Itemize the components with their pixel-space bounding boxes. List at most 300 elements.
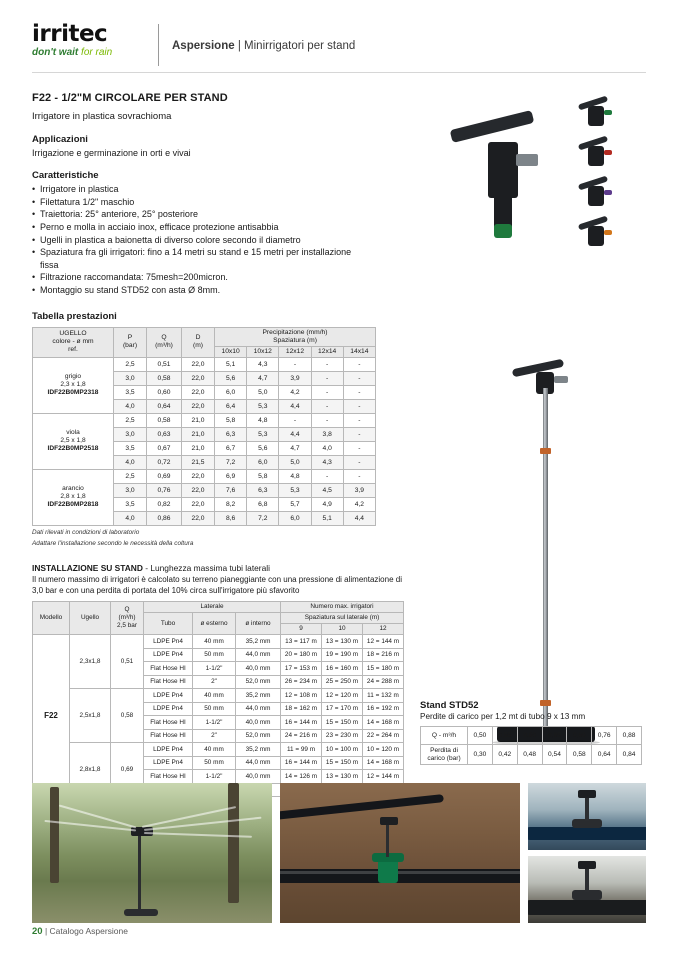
cell-q: 0,64 bbox=[147, 399, 182, 413]
cell-precip: 5,6 bbox=[215, 371, 247, 385]
cell-esterno: 2" bbox=[193, 675, 236, 689]
cell-tubo: Flat Hose HI bbox=[144, 729, 193, 743]
cell-precip: - bbox=[311, 399, 343, 413]
col-header-spacing: 10x10 bbox=[215, 346, 247, 357]
cell-precip: - bbox=[311, 469, 343, 483]
cell-precip: 5,0 bbox=[247, 385, 279, 399]
logo-wordmark: irritec bbox=[32, 21, 108, 47]
logo-tagline-light: for rain bbox=[81, 47, 113, 58]
cell-ugello-size: 2,3 x 1,8 bbox=[60, 381, 86, 389]
sprinkler-thumb-2 bbox=[574, 136, 618, 170]
col-header-p-main: P bbox=[127, 334, 133, 342]
cell-precip: - bbox=[343, 413, 375, 427]
cell-precip: 3,9 bbox=[279, 371, 311, 385]
applications-text: Irrigazione e germinazione in orti e vivai bbox=[32, 148, 191, 158]
cell-precip: 5,3 bbox=[247, 427, 279, 441]
brand-logo bbox=[32, 22, 140, 58]
cell-max: 24 = 288 m bbox=[363, 675, 404, 689]
cell-interno: 40,0 mm bbox=[236, 770, 281, 784]
cell-p: 2,5 bbox=[114, 413, 147, 427]
breadcrumb bbox=[172, 40, 355, 52]
cell-ugello-size: 2,5 x 1,8 bbox=[60, 437, 86, 445]
cell-max: 12 = 144 m bbox=[363, 635, 404, 649]
cell-loss: 0,42 bbox=[492, 745, 517, 765]
cell-precip: - bbox=[279, 357, 311, 371]
cell-loss: 0,58 bbox=[567, 745, 592, 765]
perf-table-note-1: Dati rilevati in condizioni di laboratorio bbox=[32, 528, 140, 536]
cell-precip: 6,3 bbox=[215, 427, 247, 441]
col-header-spacing: 12x14 bbox=[311, 346, 343, 357]
cell-precip: - bbox=[343, 385, 375, 399]
cell-p: 3,0 bbox=[114, 371, 147, 385]
cell-max: 13 = 117 m bbox=[281, 635, 322, 649]
cell-d: 22,0 bbox=[182, 497, 215, 511]
cell-q: 0,86 bbox=[147, 511, 182, 525]
list-item-continuation: fissa bbox=[40, 259, 59, 270]
cell-flow: 0,88 bbox=[617, 727, 642, 745]
cell-p: 3,5 bbox=[114, 441, 147, 455]
breadcrumb-subsection: Minirrigatori per stand bbox=[244, 40, 356, 52]
col-header-spacing: 12x12 bbox=[279, 346, 311, 357]
col-header-p bbox=[114, 327, 147, 357]
cell-interno: 44,0 mm bbox=[236, 756, 281, 770]
cell-p: 3,5 bbox=[114, 385, 147, 399]
cell-max: 10 = 100 m bbox=[322, 743, 363, 757]
cell-max: 25 = 250 m bbox=[322, 675, 363, 689]
col-header-d bbox=[182, 327, 215, 357]
cell-max: 13 = 130 m bbox=[322, 770, 363, 784]
table-row bbox=[33, 743, 404, 757]
cell-esterno: 1-1/2" bbox=[193, 770, 236, 784]
cell-max: 20 = 180 m bbox=[281, 648, 322, 662]
cell-max: 23 = 230 m bbox=[322, 729, 363, 743]
cell-max: 14 = 168 m bbox=[363, 716, 404, 730]
col-header-ugello: Ugello bbox=[70, 602, 111, 635]
row-header-flow: Q - m³/h bbox=[421, 727, 468, 745]
cell-precip: 7,6 bbox=[215, 483, 247, 497]
cell-tubo: LDPE Pn4 bbox=[144, 689, 193, 703]
col-header-diam-interno: ø interno bbox=[236, 613, 281, 635]
stand-band-upper bbox=[540, 448, 551, 454]
cell-max: 15 = 150 m bbox=[322, 756, 363, 770]
cell-d: 22,0 bbox=[182, 483, 215, 497]
install-table bbox=[32, 601, 404, 797]
cell-tubo: LDPE Pn4 bbox=[144, 756, 193, 770]
perf-table-note-2: Adattare l'installazione secondo le necessità della coltura bbox=[32, 539, 194, 547]
cell-ugello-ref: IDF22B0MP2818 bbox=[47, 501, 99, 509]
cell-q: 0,69 bbox=[111, 743, 144, 797]
logo-tagline bbox=[32, 47, 140, 58]
cell-d: 22,0 bbox=[182, 385, 215, 399]
row-header-loss bbox=[421, 745, 468, 765]
cell-max: 12 = 120 m bbox=[322, 689, 363, 703]
table-row bbox=[33, 635, 404, 649]
cell-max: 13 = 130 m bbox=[322, 635, 363, 649]
cell-tubo: Flat Hose HI bbox=[144, 675, 193, 689]
cell-precip: 6,4 bbox=[215, 399, 247, 413]
cell-esterno: 50 mm bbox=[193, 756, 236, 770]
cell-ugello-group bbox=[33, 469, 114, 525]
features-list bbox=[32, 183, 407, 296]
cell-tubo: LDPE Pn4 bbox=[144, 702, 193, 716]
cell-loss: 0,84 bbox=[617, 745, 642, 765]
col-header-spaz-value: 10 bbox=[322, 624, 363, 635]
cell-max: 16 = 192 m bbox=[363, 702, 404, 716]
col-header-modello: Modello bbox=[33, 602, 70, 635]
col-header-q bbox=[111, 602, 144, 635]
col-header-p-unit: (bar) bbox=[122, 342, 138, 350]
list-item: • Filettatura 1/2" maschio bbox=[32, 196, 407, 209]
cell-precip: 4,3 bbox=[311, 455, 343, 469]
cell-d: 21,0 bbox=[182, 427, 215, 441]
col-header-laterale: Laterale bbox=[144, 602, 281, 613]
cell-tubo: LDPE Pn4 bbox=[144, 743, 193, 757]
cell-precip: 8,2 bbox=[215, 497, 247, 511]
cell-max: 11 = 132 m bbox=[363, 689, 404, 703]
cell-precip: 6,0 bbox=[215, 385, 247, 399]
cell-precip: 5,8 bbox=[247, 469, 279, 483]
list-item: • Montaggio su stand STD52 con asta Ø 8mm. bbox=[32, 284, 407, 297]
cell-precip: 4,7 bbox=[279, 441, 311, 455]
stand-loss-table bbox=[420, 726, 642, 765]
cell-loss: 0,48 bbox=[517, 745, 542, 765]
cell-tubo: LDPE Pn4 bbox=[144, 648, 193, 662]
cell-precip: 6,3 bbox=[247, 483, 279, 497]
page-number: 20 bbox=[32, 926, 43, 937]
list-item: • Perno e molla in acciaio inox, efficace protezione antisabbia bbox=[32, 221, 407, 234]
cell-interno: 52,0 mm bbox=[236, 675, 281, 689]
install-paragraph: Il numero massimo di irrigatori è calcolato su terreno pianeggiante con una pressione di alimentazione di 3,0 bar e con una perdita di portata del 10% circa sull'irrigatore più sfavorito bbox=[32, 575, 402, 595]
cell-flow: 0,60 bbox=[517, 727, 542, 745]
cell-ugello-group bbox=[33, 413, 114, 469]
logo-tagline-bold: don't wait bbox=[32, 47, 79, 58]
header-rule bbox=[32, 72, 646, 73]
col-header-d-main: D bbox=[195, 334, 201, 342]
cell-precip: - bbox=[279, 413, 311, 427]
cell-q: 0,51 bbox=[147, 357, 182, 371]
cell-max: 16 = 144 m bbox=[281, 716, 322, 730]
col-header-max-irrigatori: Numero max. irrigatori bbox=[281, 602, 404, 613]
stand-mast bbox=[543, 388, 548, 726]
cell-precip: 4,3 bbox=[247, 357, 279, 371]
stand-subtitle: Perdite di carico per 1,2 mt di tubo 9 x 13 mm bbox=[420, 712, 586, 721]
list-item: • Filtrazione raccomandata: 75mesh=200micron. bbox=[32, 271, 407, 284]
row-header-loss-line1: Perdita di bbox=[430, 747, 458, 754]
photo-sprinkler-detail-blue bbox=[528, 783, 646, 850]
cell-precip: - bbox=[311, 371, 343, 385]
cell-precip: - bbox=[343, 357, 375, 371]
cell-max: 16 = 144 m bbox=[281, 756, 322, 770]
cell-interno: 40,0 mm bbox=[236, 716, 281, 730]
table-row bbox=[33, 357, 376, 371]
cell-precip: 4,9 bbox=[311, 497, 343, 511]
cell-p: 2,5 bbox=[114, 469, 147, 483]
cell-tubo: Flat Hose HI bbox=[144, 662, 193, 676]
cell-precip: 6,7 bbox=[215, 441, 247, 455]
perf-table-caption: Tabella prestazioni bbox=[32, 310, 117, 322]
cell-esterno: 40 mm bbox=[193, 743, 236, 757]
breadcrumb-section: Aspersione bbox=[172, 40, 235, 52]
cell-max: 18 = 162 m bbox=[281, 702, 322, 716]
list-item: • Irrigatore in plastica bbox=[32, 183, 407, 196]
col-header-diam-esterno: ø esterno bbox=[193, 613, 236, 635]
col-header-q-unit: (m³/h) bbox=[155, 342, 173, 350]
cell-flow: 0,69 bbox=[567, 727, 592, 745]
applications-heading: Applicazioni bbox=[32, 134, 88, 145]
cell-precip: 5,3 bbox=[247, 399, 279, 413]
col-header-d-unit: (m) bbox=[192, 342, 204, 350]
cell-ugello-ref: IDF22B0MP2318 bbox=[47, 389, 99, 397]
col-header-spacing: 14x14 bbox=[343, 346, 375, 357]
cell-q: 0,76 bbox=[147, 483, 182, 497]
cell-precip: - bbox=[311, 385, 343, 399]
cell-d: 22,0 bbox=[182, 469, 215, 483]
col-header-tubo: Tubo bbox=[144, 613, 193, 635]
cell-q: 0,60 bbox=[147, 385, 182, 399]
cell-interno: 35,2 mm bbox=[236, 635, 281, 649]
cell-q: 0,82 bbox=[147, 497, 182, 511]
cell-max: 10 = 120 m bbox=[363, 743, 404, 757]
cell-precip: 5,3 bbox=[279, 483, 311, 497]
cell-p: 4,0 bbox=[114, 399, 147, 413]
cell-q: 0,58 bbox=[147, 371, 182, 385]
table-row bbox=[421, 727, 642, 745]
install-heading-bold: INSTALLAZIONE SU STAND bbox=[32, 563, 143, 574]
cell-precip: 5,6 bbox=[247, 441, 279, 455]
stand-section bbox=[420, 700, 646, 765]
cell-precip: 3,9 bbox=[343, 483, 375, 497]
photo-sprinkler-detail-grey bbox=[528, 856, 646, 923]
cell-precip: - bbox=[343, 399, 375, 413]
performance-table bbox=[32, 327, 376, 526]
cell-precip: 4,4 bbox=[343, 511, 375, 525]
cell-precip: 4,5 bbox=[311, 483, 343, 497]
col-header-precip-main: Precipitazione (mm/h) bbox=[262, 328, 328, 336]
cell-precip: 5,7 bbox=[279, 497, 311, 511]
cell-p: 3,0 bbox=[114, 427, 147, 441]
page-footer bbox=[32, 926, 128, 937]
cell-precip: 5,1 bbox=[311, 511, 343, 525]
product-illustration bbox=[414, 88, 646, 668]
install-heading bbox=[32, 563, 407, 573]
cell-esterno: 1-1/2" bbox=[193, 662, 236, 676]
install-heading-rest: - Lunghezza massima tubi laterali bbox=[145, 563, 270, 574]
cell-q: 0,67 bbox=[147, 441, 182, 455]
cell-max: 18 = 216 m bbox=[363, 648, 404, 662]
cell-interno: 44,0 mm bbox=[236, 702, 281, 716]
cell-max: 11 = 99 m bbox=[281, 743, 322, 757]
cell-precip: 4,2 bbox=[343, 497, 375, 511]
cell-p: 3,5 bbox=[114, 497, 147, 511]
col-header-q-unit: (m³/h) bbox=[118, 614, 136, 622]
cell-ugello-name: grigio bbox=[64, 373, 82, 381]
cell-max: 15 = 150 m bbox=[322, 716, 363, 730]
cell-precip: 6,0 bbox=[279, 511, 311, 525]
cell-max: 17 = 153 m bbox=[281, 662, 322, 676]
col-header-ugello-main: UGELLO bbox=[59, 330, 87, 338]
cell-d: 22,0 bbox=[182, 357, 215, 371]
cell-max: 24 = 216 m bbox=[281, 729, 322, 743]
col-header-ugello bbox=[33, 327, 114, 357]
cell-precip: - bbox=[343, 455, 375, 469]
cell-interno: 40,0 mm bbox=[236, 662, 281, 676]
table-row bbox=[33, 469, 376, 483]
cell-ugello: 2,3x1,8 bbox=[70, 635, 111, 689]
cell-esterno: 50 mm bbox=[193, 702, 236, 716]
cell-precip: 6,8 bbox=[247, 497, 279, 511]
cell-d: 22,0 bbox=[182, 399, 215, 413]
sprinkler-thumb-4 bbox=[574, 216, 618, 250]
col-header-q-note: 2,5 bar bbox=[117, 622, 137, 630]
stand-title: Stand STD52 bbox=[420, 700, 479, 711]
cell-max: 12 = 108 m bbox=[281, 689, 322, 703]
cell-ugello-group bbox=[33, 357, 114, 413]
cell-flow: 0,76 bbox=[592, 727, 617, 745]
cell-ugello-ref: IDF22B0MP2518 bbox=[47, 445, 99, 453]
cell-precip: 4,0 bbox=[311, 441, 343, 455]
sprinkler-main bbox=[444, 106, 564, 256]
cell-esterno: 2" bbox=[193, 729, 236, 743]
cell-precip: 5,0 bbox=[279, 455, 311, 469]
footer-text: Catalogo Aspersione bbox=[49, 926, 128, 936]
cell-precip: 6,0 bbox=[247, 455, 279, 469]
cell-precip: - bbox=[343, 441, 375, 455]
sprinkler-thumb-3 bbox=[574, 176, 618, 210]
page-header bbox=[32, 22, 646, 68]
list-item: • Ugelli in plastica a baionetta di diverso colore secondo il diametro bbox=[32, 234, 407, 247]
cell-interno: 35,2 mm bbox=[236, 743, 281, 757]
cell-d: 21,0 bbox=[182, 413, 215, 427]
list-item: • Spaziatura fra gli irrigatori: fino a 14 metri su stand e 15 metri per installazione bbox=[32, 246, 407, 259]
footer-separator: | bbox=[44, 926, 48, 936]
left-column bbox=[32, 92, 407, 797]
cell-precip: 8,6 bbox=[215, 511, 247, 525]
cell-interno: 52,0 mm bbox=[236, 729, 281, 743]
cell-precip: 4,2 bbox=[279, 385, 311, 399]
cell-p: 2,5 bbox=[114, 357, 147, 371]
cell-max: 19 = 190 m bbox=[322, 648, 363, 662]
photo-strip bbox=[32, 783, 646, 923]
breadcrumb-separator: | bbox=[237, 40, 241, 52]
photo-sprinkler-in-orchard bbox=[32, 783, 272, 923]
cell-q: 0,51 bbox=[111, 635, 144, 689]
features-heading: Caratteristiche bbox=[32, 170, 99, 182]
cell-q: 0,58 bbox=[111, 689, 144, 743]
list-item: • Traiettoria: 25° anteriore, 25° posteriore bbox=[32, 208, 407, 221]
table-row bbox=[33, 689, 404, 703]
cell-precip: 6,9 bbox=[215, 469, 247, 483]
table-row bbox=[33, 413, 376, 427]
col-header-spacing: 10x12 bbox=[247, 346, 279, 357]
cell-max: 17 = 170 m bbox=[322, 702, 363, 716]
row-header-loss-line2: carico (bar) bbox=[427, 754, 461, 762]
page-title: F22 - 1/2"M CIRCOLARE PER STAND bbox=[32, 92, 228, 104]
cell-p: 4,0 bbox=[114, 455, 147, 469]
cell-p: 3,0 bbox=[114, 483, 147, 497]
cell-flow: 0,65 bbox=[542, 727, 567, 745]
cell-p: 4,0 bbox=[114, 511, 147, 525]
cell-precip: - bbox=[311, 357, 343, 371]
cell-q: 0,69 bbox=[147, 469, 182, 483]
cell-precip: - bbox=[343, 427, 375, 441]
col-header-ugello-sub2: ref. bbox=[68, 346, 78, 354]
cell-ugello-name: arancio bbox=[62, 485, 84, 493]
cell-loss: 0,30 bbox=[468, 745, 493, 765]
cell-precip: 4,8 bbox=[247, 413, 279, 427]
cell-interno: 35,2 mm bbox=[236, 689, 281, 703]
cell-q: 0,63 bbox=[147, 427, 182, 441]
cell-esterno: 40 mm bbox=[193, 689, 236, 703]
cell-max: 14 = 126 m bbox=[281, 770, 322, 784]
cell-precip: 4,4 bbox=[279, 399, 311, 413]
cell-max: 14 = 168 m bbox=[363, 756, 404, 770]
cell-max: 26 = 234 m bbox=[281, 675, 322, 689]
cell-flow: 0,55 bbox=[492, 727, 517, 745]
col-header-precipitation bbox=[215, 327, 376, 346]
cell-q: 0,58 bbox=[147, 413, 182, 427]
cell-q: 0,72 bbox=[147, 455, 182, 469]
cell-esterno: 50 mm bbox=[193, 648, 236, 662]
cell-loss: 0,64 bbox=[592, 745, 617, 765]
cell-ugello-name: viola bbox=[66, 429, 80, 437]
cell-max: 22 = 264 m bbox=[363, 729, 404, 743]
cell-d: 22,0 bbox=[182, 511, 215, 525]
cell-d: 21,5 bbox=[182, 455, 215, 469]
cell-esterno: 1-1/2" bbox=[193, 716, 236, 730]
cell-ugello: 2,5x1,8 bbox=[70, 689, 111, 743]
cell-tubo: Flat Hose HI bbox=[144, 716, 193, 730]
cell-max: 15 = 180 m bbox=[363, 662, 404, 676]
photo-hose-fitting-on-soil bbox=[280, 783, 520, 923]
col-header-precip-sub: Spaziatura (m) bbox=[273, 336, 317, 344]
cell-tubo: Flat Hose HI bbox=[144, 770, 193, 784]
col-header-spaz-value: 12 bbox=[363, 624, 404, 635]
cell-max: 16 = 160 m bbox=[322, 662, 363, 676]
cell-precip: 3,8 bbox=[311, 427, 343, 441]
col-header-q bbox=[147, 327, 182, 357]
cell-precip: - bbox=[343, 371, 375, 385]
table-row bbox=[421, 745, 642, 765]
cell-tubo: LDPE Pn4 bbox=[144, 635, 193, 649]
col-header-spaz-value: 9 bbox=[281, 624, 322, 635]
col-header-q-main: Q bbox=[124, 606, 130, 614]
cell-precip: 5,1 bbox=[215, 357, 247, 371]
cell-modello: F22 bbox=[33, 635, 70, 797]
header-divider bbox=[158, 24, 159, 66]
col-header-q-main: Q bbox=[161, 334, 167, 342]
cell-precip: 4,4 bbox=[279, 427, 311, 441]
col-header-spaziatura-laterale: Spaziatura sul laterale (m) bbox=[281, 613, 404, 624]
cell-ugello: 2,8x1,8 bbox=[70, 743, 111, 797]
product-subtitle: Irrigatore in plastica sovrachioma bbox=[32, 111, 172, 122]
sprinkler-thumb-1 bbox=[574, 96, 618, 130]
cell-d: 21,0 bbox=[182, 441, 215, 455]
cell-esterno: 40 mm bbox=[193, 635, 236, 649]
cell-precip: 7,2 bbox=[247, 511, 279, 525]
cell-precip: - bbox=[311, 413, 343, 427]
cell-max: 12 = 144 m bbox=[363, 770, 404, 784]
cell-loss: 0,54 bbox=[542, 745, 567, 765]
cell-precip: 4,7 bbox=[247, 371, 279, 385]
cell-d: 22,0 bbox=[182, 371, 215, 385]
cell-precip: 4,8 bbox=[279, 469, 311, 483]
cell-ugello-size: 2,8 x 1,8 bbox=[60, 493, 86, 501]
cell-interno: 44,0 mm bbox=[236, 648, 281, 662]
cell-precip: 5,8 bbox=[215, 413, 247, 427]
cell-flow: 0,50 bbox=[468, 727, 493, 745]
col-header-ugello-sub1: colore - ø mm bbox=[52, 338, 94, 346]
cell-precip: 7,2 bbox=[215, 455, 247, 469]
